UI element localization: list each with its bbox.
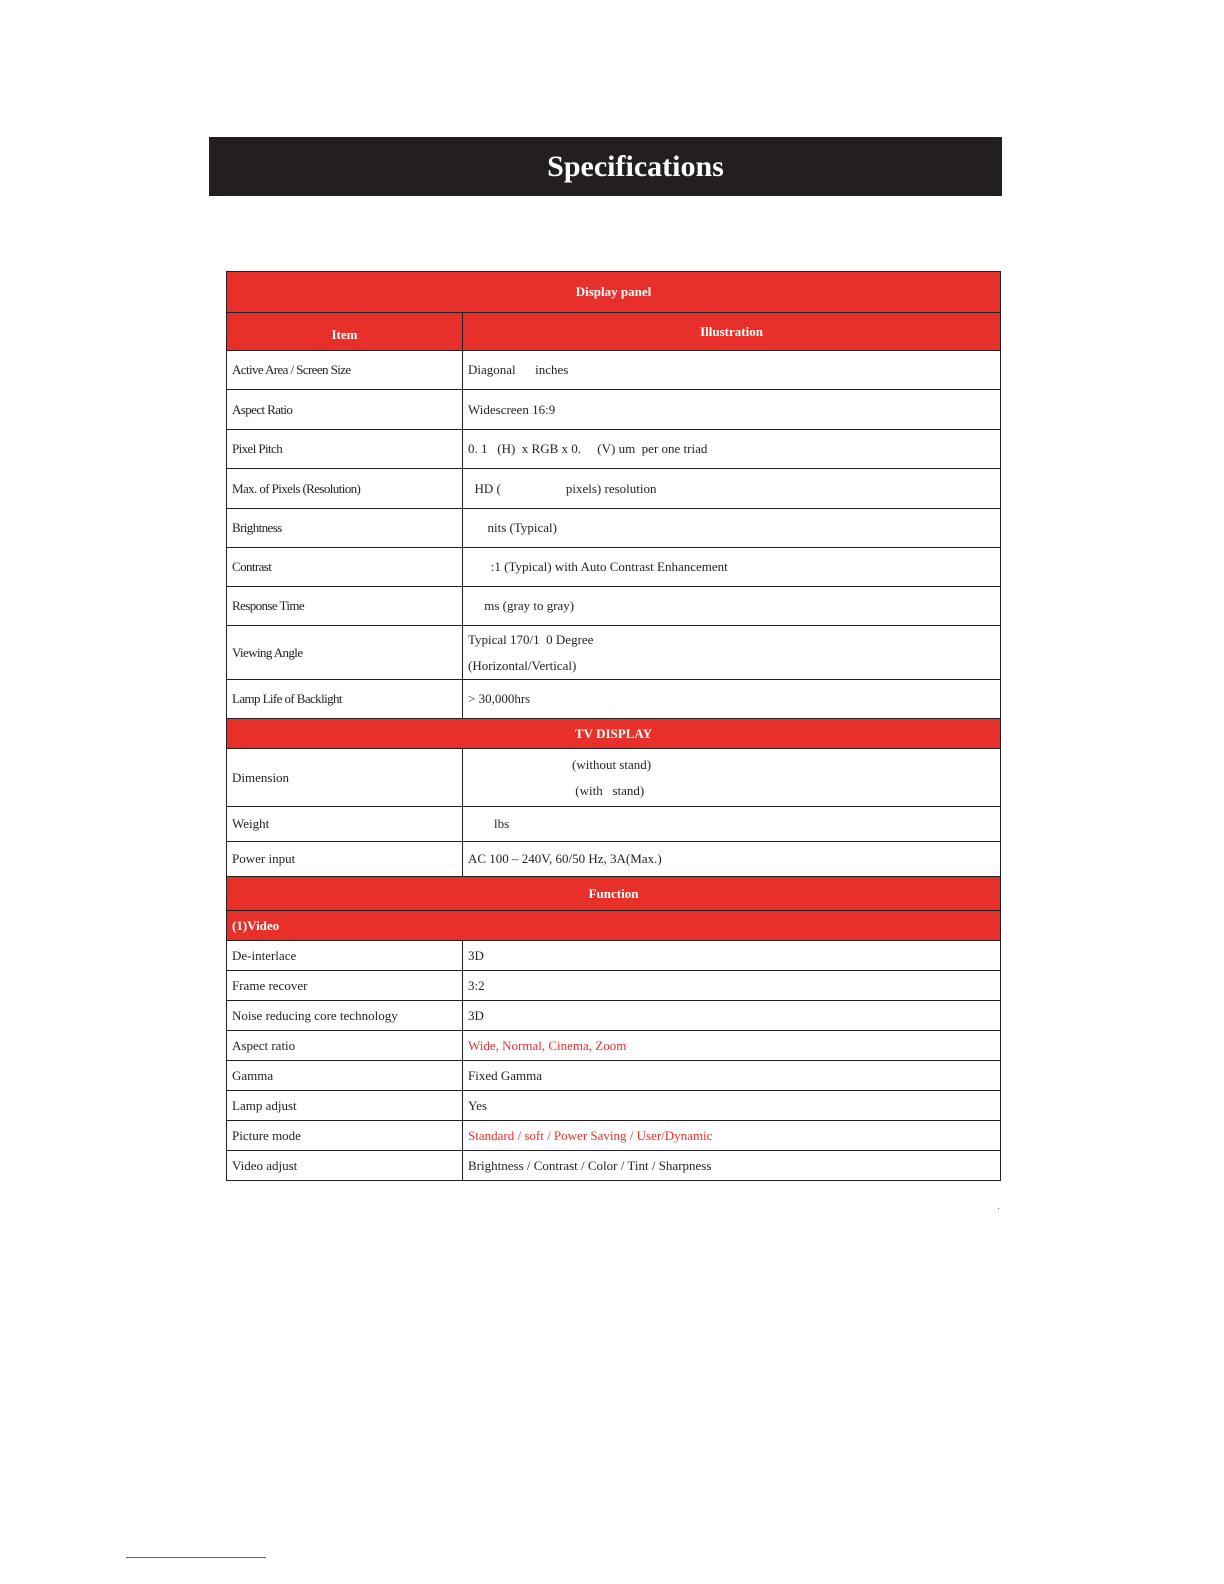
- item-cell: Power input: [227, 842, 463, 877]
- spec-row: [227, 1091, 1001, 1121]
- spec-row: [227, 548, 1001, 587]
- spec-row: [227, 1031, 1001, 1061]
- col-item: Item: [227, 313, 463, 351]
- value-cell: [463, 749, 1001, 807]
- value-text: Standard / soft / Power Saving / User/Dynamic: [468, 1127, 713, 1143]
- value-cell: [463, 1001, 1001, 1031]
- spec-row: [227, 430, 1001, 469]
- value-text: Yes: [468, 1097, 487, 1113]
- value-cell: [463, 1031, 1001, 1061]
- item-cell: Lamp adjust: [227, 1091, 463, 1121]
- value-cell: [463, 971, 1001, 1001]
- section-header-function: [227, 877, 1001, 911]
- item-cell: Dimension: [227, 749, 463, 807]
- spec-row: [227, 1061, 1001, 1091]
- value-text: Fixed Gamma: [468, 1067, 543, 1083]
- section-title: (1)Video: [227, 911, 1001, 941]
- item-cell: Picture mode: [227, 1121, 463, 1151]
- spec-row: [227, 351, 1001, 390]
- spec-row: [227, 842, 1001, 877]
- spec-table: [226, 271, 1001, 1181]
- value-text-2: (with stand): [468, 782, 645, 798]
- spec-row: [227, 1151, 1001, 1181]
- footer-link-underline: [126, 1557, 266, 1558]
- item-cell: Video adjust: [227, 1151, 463, 1181]
- value-text: HD ( pixels) resolution: [468, 480, 657, 496]
- value-text: Wide, Normal, Cinema, Zoom: [468, 1037, 627, 1053]
- value-text: AC 100 – 240V, 60/50 Hz, 3A(Max.): [468, 851, 662, 866]
- spec-row: [227, 509, 1001, 548]
- item-cell: Max. of Pixels (Resolution): [227, 469, 463, 509]
- item-cell: Active Area / Screen Size: [227, 351, 463, 390]
- value-text: :1 (Typical) with Auto Contrast Enhancement: [468, 559, 728, 574]
- value-text: 3D: [468, 947, 484, 963]
- subsection-header-video: [227, 911, 1001, 941]
- col-illustration: Illustration: [463, 313, 1001, 351]
- value-text: Diagonal inches: [468, 362, 569, 377]
- value-cell: [463, 842, 1001, 877]
- item-cell: Pixel Pitch: [227, 430, 463, 469]
- value-cell: [463, 626, 1001, 680]
- value-cell: [463, 1151, 1001, 1181]
- spec-row: [227, 626, 1001, 680]
- value-cell: [463, 1091, 1001, 1121]
- item-cell: Viewing Angle: [227, 626, 463, 680]
- value-text: Brightness / Contrast / Color / Tint / Sharpness: [468, 1157, 712, 1173]
- value-cell: [463, 351, 1001, 390]
- value-text: > 30,000hrs: [468, 691, 531, 706]
- value-cell: [463, 469, 1001, 509]
- spec-row: [227, 1001, 1001, 1031]
- item-cell: Frame recover: [227, 971, 463, 1001]
- title-bar: [209, 137, 1002, 196]
- item-cell: Gamma: [227, 1061, 463, 1091]
- section-title: TV DISPLAY: [227, 719, 1001, 749]
- value-text: 0. 1 (H) x RGB x 0. (V) um per one triad: [468, 441, 708, 456]
- section-header-tv-display: [227, 719, 1001, 749]
- spec-row: [227, 680, 1001, 719]
- value-text: Widescreen 16:9: [468, 401, 556, 417]
- item-cell: Aspect Ratio: [227, 390, 463, 430]
- item-cell: Weight: [227, 807, 463, 842]
- value-cell: [463, 509, 1001, 548]
- spec-row: [227, 971, 1001, 1001]
- spec-row: [227, 390, 1001, 430]
- value-text: Typical 170/1 0 Degree: [468, 631, 594, 647]
- item-cell: Brightness: [227, 509, 463, 548]
- value-cell: [463, 587, 1001, 626]
- section-title: Function: [227, 877, 1001, 911]
- spec-row: [227, 587, 1001, 626]
- section-header-display-panel: Display panel: [227, 272, 1001, 313]
- spec-row: [227, 807, 1001, 842]
- value-text: lbs: [468, 816, 510, 831]
- item-cell: Lamp Life of Backlight: [227, 680, 463, 719]
- value-cell: [463, 548, 1001, 587]
- spec-row: [227, 469, 1001, 509]
- value-cell: [463, 430, 1001, 469]
- page-title: Specifications: [547, 149, 724, 183]
- spec-row: [227, 749, 1001, 807]
- value-text: ms (gray to gray): [468, 598, 575, 613]
- spec-row: [227, 1121, 1001, 1151]
- value-text: nits (Typical): [468, 520, 557, 535]
- item-cell: Response Time: [227, 587, 463, 626]
- item-cell: De-interlace: [227, 941, 463, 971]
- value-text: 3:2: [468, 977, 485, 993]
- value-cell: [463, 941, 1001, 971]
- item-cell: Aspect ratio: [227, 1031, 463, 1061]
- value-cell: [463, 1121, 1001, 1151]
- value-text-2: (Horizontal/Vertical): [468, 657, 577, 673]
- value-cell: [463, 680, 1001, 719]
- item-cell: Noise reducing core technology: [227, 1001, 463, 1031]
- spec-row: [227, 941, 1001, 971]
- page-dot: [998, 1208, 999, 1209]
- value-text: 3D: [468, 1007, 484, 1023]
- value-cell: [463, 390, 1001, 430]
- value-cell: [463, 807, 1001, 842]
- value-text: (without stand): [468, 756, 652, 772]
- value-cell: [463, 1061, 1001, 1091]
- item-cell: Contrast: [227, 548, 463, 587]
- column-header-row: [227, 313, 1001, 351]
